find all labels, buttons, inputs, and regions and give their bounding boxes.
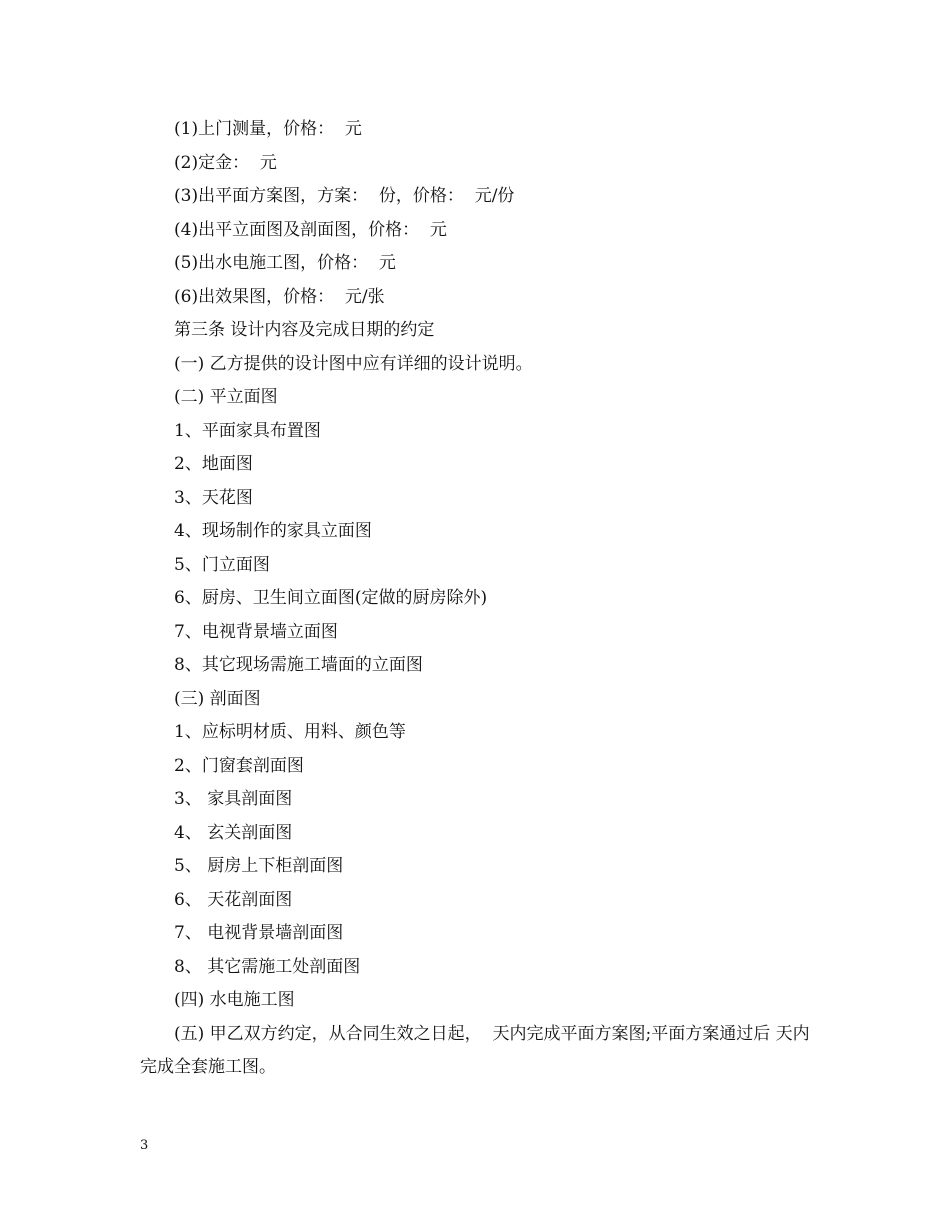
- list-item: 8、其它现场需施工墙面的立面图: [174, 655, 423, 675]
- text-line: (2)定金： 元: [174, 152, 277, 173]
- text-line: (3)出平面方案图，方案： 份，价格： 元/份: [174, 186, 515, 206]
- list-item: 5、 厨房上下柜剖面图: [174, 856, 344, 876]
- final-paragraph: (五) 甲乙双方约定，从合同生效之日起， 天内完成平面方案图;平面方案通过后 天内完成全套施工图。: [140, 1023, 810, 1077]
- text-line: (6)出效果图，价格： 元/张: [174, 286, 385, 307]
- list-item: 1、平面家具布置图: [174, 420, 321, 441]
- list-item: 7、 电视背景墙剖面图: [174, 923, 344, 943]
- subsection-heading: (四) 水电施工图: [174, 990, 295, 1010]
- list-item: 2、地面图: [174, 454, 253, 474]
- list-item: 1、应标明材质、用料、颜色等: [174, 722, 406, 742]
- list-item: 5、门立面图: [174, 554, 270, 575]
- list-item: 3、 家具剖面图: [174, 789, 293, 809]
- text-line: (1)上门测量，价格： 元: [174, 119, 362, 139]
- text-line: (一) 乙方提供的设计图中应有详细的设计说明。: [174, 353, 533, 374]
- list-item: 4、现场制作的家具立面图: [174, 521, 372, 541]
- list-item: 6、厨房、卫生间立面图(定做的厨房除外): [174, 588, 488, 608]
- document-body: [140, 113, 820, 1085]
- list-item: 7、电视背景墙立面图: [174, 621, 338, 642]
- list-item: 8、 其它需施工处剖面图: [174, 956, 361, 977]
- page-number: 3: [140, 1138, 149, 1153]
- subsection-heading: (三) 剖面图: [174, 688, 261, 709]
- list-item: 4、 玄关剖面图: [174, 822, 293, 843]
- list-item: 6、 天花剖面图: [174, 889, 293, 910]
- text-line: (4)出平立面图及剖面图，价格： 元: [174, 219, 447, 240]
- list-item: 3、天花图: [174, 487, 253, 508]
- section-heading: 第三条 设计内容及完成日期的约定: [174, 320, 435, 340]
- list-item: 2、门窗套剖面图: [174, 755, 304, 776]
- text-line: (5)出水电施工图，价格： 元: [174, 253, 396, 273]
- subsection-heading: (二) 平立面图: [174, 387, 278, 407]
